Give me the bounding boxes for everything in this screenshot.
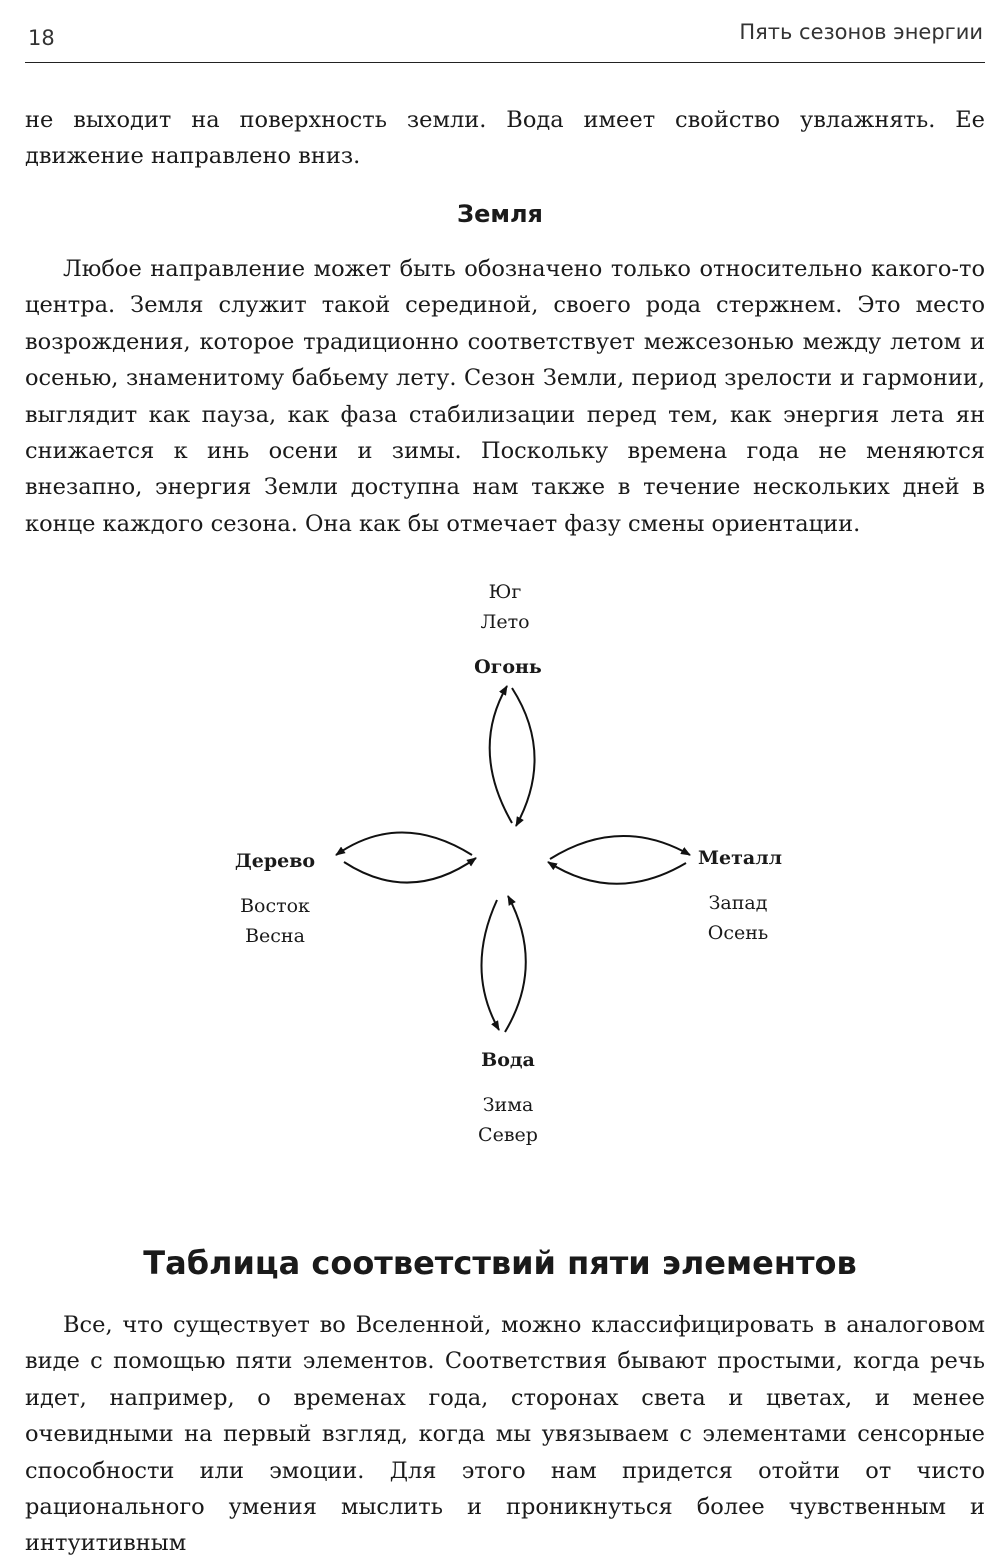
south-direction: Юг	[488, 581, 522, 603]
west-labels	[688, 888, 788, 948]
south-labels	[455, 577, 555, 637]
table-paragraph: Все, что существует во Вселенной, можно классифицировать в аналоговом виде с помощью пяти элементов. Соответствия бывают простыми, когда речь идет, например, о временах года, сторонах света и цветах, и менее очевидными на первый взгляд, когда мы увязываем с элементами сенсорные способности или эмоции. Для этого нам придется отойти от чисто рационального умения мыслить и проникнуться более чувственным и интуитивным	[25, 1312, 985, 1557]
right-arrow-left	[548, 862, 686, 884]
intro-paragraph: не выходит на поверхность земли. Вода имеет свойство увлажнять. Ее движение направлено вниз.	[25, 107, 985, 170]
east-labels	[225, 891, 325, 951]
earth-paragraph: Любое направление может быть обозначено только относительно какого-то центра. Земля служит такой серединой, своего рода стержнем. Это место возрождения, которое традиционно соответствует межсезонью между летом и осенью, знаменитому бабьему лету. Сезон Земли, период зрелости и гармонии, выглядит как пауза, как фаза стабилизации перед тем, как энергия лета ян снижается к инь осени и зимы. Поскольку времена года не меняются внезапно, энергия Земли доступна нам также в течение нескольких дней в конце каждого сезона. Она как бы отмечает фазу смены ориентации.	[25, 256, 985, 537]
page-number: 18	[28, 26, 55, 50]
north-direction: Север	[478, 1124, 538, 1146]
wood-element: Дерево	[234, 850, 316, 872]
bottom-arrow-up	[505, 896, 526, 1032]
section-heading-table: Таблица соответствий пяти элементов	[143, 1244, 857, 1282]
top-arrow-up	[490, 686, 512, 823]
east-direction: Восток	[240, 895, 310, 917]
right-arrow-right	[550, 836, 690, 859]
fire-element: Огонь	[474, 656, 542, 678]
left-arrow-left	[336, 833, 472, 856]
left-arrow-right	[344, 858, 476, 883]
water-element: Вода	[481, 1049, 535, 1071]
east-season: Весна	[245, 925, 305, 947]
north-labels	[458, 1090, 558, 1150]
section-heading-earth: Земля	[457, 200, 543, 228]
north-season: Зима	[482, 1094, 534, 1116]
metal-element: Металл	[698, 847, 782, 869]
top-arrow-down	[512, 688, 535, 826]
running-title: Пять сезонов энергии	[739, 20, 983, 44]
west-season: Осень	[707, 922, 769, 944]
south-season: Лето	[480, 611, 530, 633]
west-direction: Запад	[708, 892, 768, 914]
bottom-arrow-down	[481, 900, 499, 1030]
